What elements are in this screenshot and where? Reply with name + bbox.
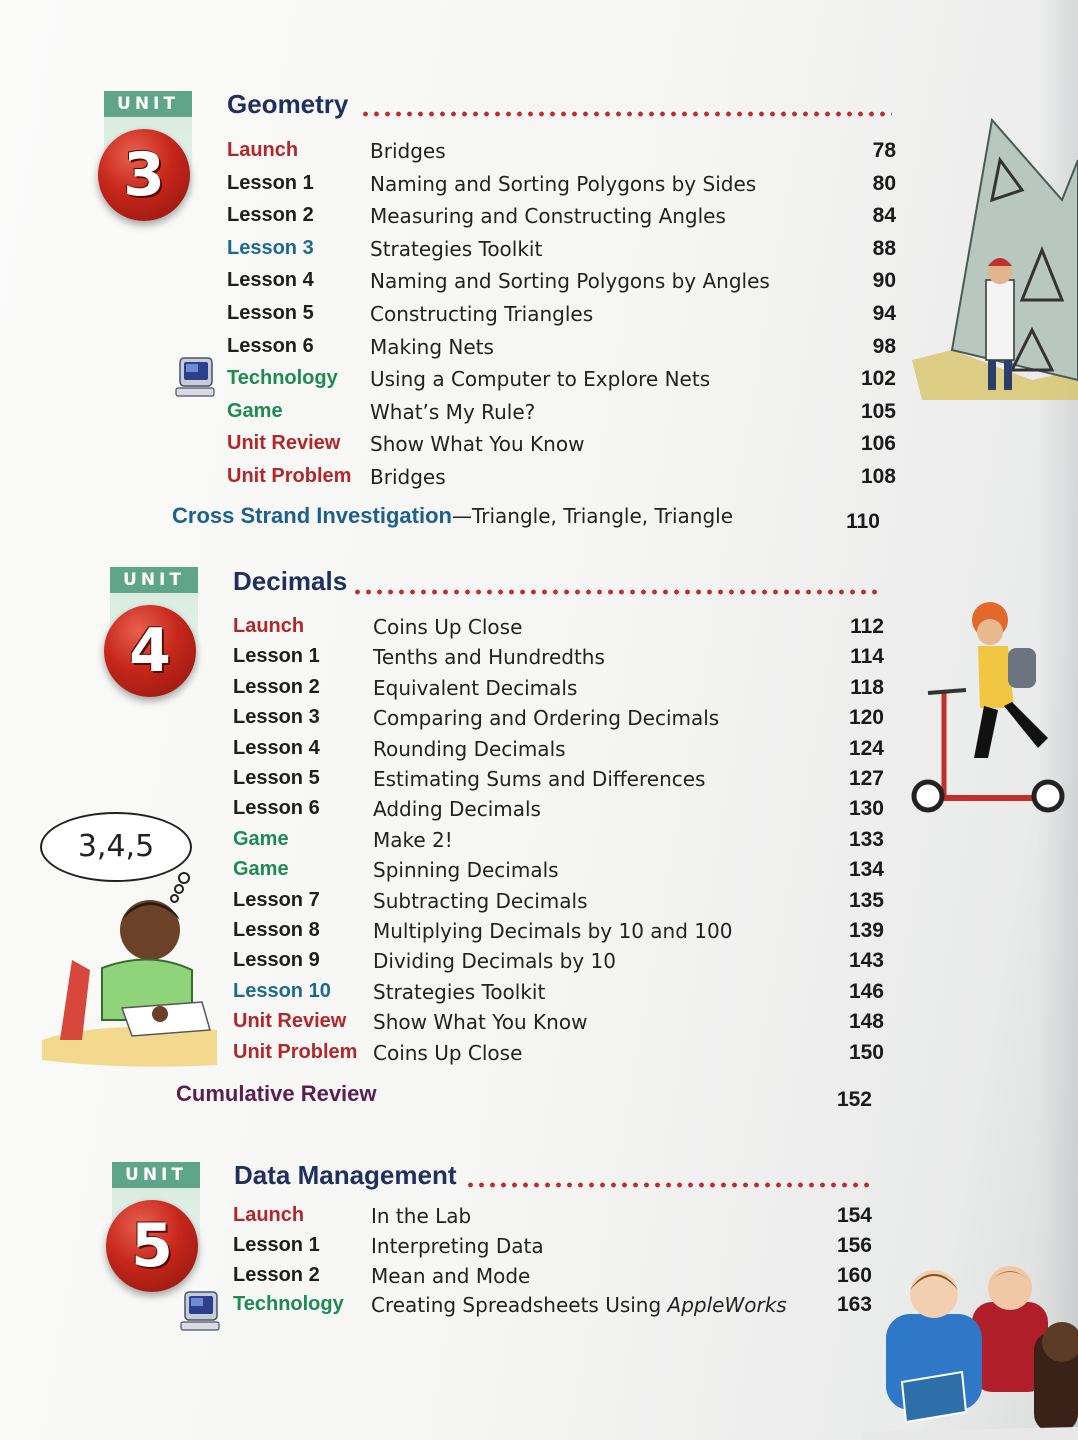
thought-bubble: 3,4,5 bbox=[40, 812, 192, 882]
toc-entry-label: Lesson 5 bbox=[233, 767, 320, 789]
toc-entry-label: Technology bbox=[233, 1293, 344, 1316]
toc-entry-label: Unit Problem bbox=[227, 465, 352, 487]
toc-entry-label: Lesson 6 bbox=[233, 797, 320, 820]
toc-entry-page: 134 bbox=[848, 858, 884, 882]
toc-entry-title-text: Rounding Decimals bbox=[373, 736, 566, 761]
toc-entry[interactable] bbox=[0, 1204, 900, 1234]
toc-entry-page: 127 bbox=[848, 767, 884, 790]
computer-icon bbox=[172, 354, 220, 402]
toc-entry-title bbox=[370, 432, 584, 456]
toc-entry-title-text: Interpreting Data bbox=[371, 1233, 544, 1258]
toc-entry[interactable] bbox=[0, 767, 900, 797]
toc-entry-title bbox=[371, 1293, 787, 1317]
toc-entry-page: 114 bbox=[850, 645, 884, 669]
toc-entry-label: Lesson 1 bbox=[233, 1233, 320, 1256]
toc-entry-title-text: Show What You Know bbox=[370, 432, 585, 457]
toc-entry[interactable] bbox=[0, 204, 900, 234]
toc-entry-label: Lesson 1 bbox=[233, 645, 320, 668]
cross-strand-investigation[interactable] bbox=[172, 503, 733, 529]
toc-entry-title bbox=[373, 1041, 522, 1065]
toc-entry-label: Lesson 9 bbox=[233, 949, 320, 972]
toc-entry-page: 143 bbox=[848, 949, 884, 973]
cumulative-review-label[interactable]: Cumulative Review bbox=[176, 1081, 377, 1106]
toc-entry-title-text: Measuring and Constructing Angles bbox=[370, 204, 726, 229]
toc-entry-page: 148 bbox=[848, 1010, 884, 1034]
toc-entry-label: Lesson 3 bbox=[227, 236, 314, 259]
toc-entry-title-text: Making Nets bbox=[370, 334, 494, 359]
toc-entry-page: 150 bbox=[848, 1040, 884, 1064]
toc-entry-title bbox=[373, 797, 541, 821]
toc-entry[interactable] bbox=[0, 645, 900, 675]
toc-entry-title-text: Tenths and Hundredths bbox=[373, 645, 605, 670]
toc-entry-page: 124 bbox=[848, 736, 884, 760]
toc-entry-title bbox=[370, 465, 446, 489]
toc-entry-label: Lesson 5 bbox=[227, 302, 314, 324]
toc-entry[interactable] bbox=[0, 269, 900, 299]
toc-entry-title bbox=[373, 858, 559, 882]
toc-entry-title-text: In the Lab bbox=[371, 1204, 472, 1228]
toc-entry-label: Lesson 3 bbox=[233, 706, 320, 729]
toc-entry-title bbox=[373, 980, 545, 1004]
toc-entry-title bbox=[370, 335, 494, 359]
unit-3-title: Geometry bbox=[227, 89, 349, 119]
toc-entry-title-text: Spinning Decimals bbox=[373, 858, 559, 883]
leader-dots bbox=[465, 1182, 870, 1188]
toc-entry[interactable] bbox=[0, 139, 900, 169]
toc-entry-page: 98 bbox=[872, 334, 896, 358]
toc-entry-title bbox=[370, 237, 542, 261]
toc-entry-page: 133 bbox=[848, 827, 884, 851]
toc-entry-page: 94 bbox=[872, 302, 896, 325]
toc-entry-label: Lesson 7 bbox=[233, 888, 320, 911]
toc-entry[interactable] bbox=[0, 400, 900, 430]
toc-entry-title bbox=[373, 767, 705, 791]
toc-entry-label: Technology bbox=[227, 367, 338, 390]
toc-entry-page: 88 bbox=[872, 236, 896, 260]
toc-entry[interactable] bbox=[0, 432, 900, 462]
toc-entry[interactable] bbox=[0, 676, 900, 706]
toc-entry[interactable] bbox=[0, 302, 900, 332]
toc-entry-title bbox=[373, 949, 616, 973]
toc-entry[interactable] bbox=[0, 1293, 900, 1323]
toc-entry-title-text: Naming and Sorting Polygons by Angles bbox=[370, 269, 770, 294]
toc-entry-label: Lesson 2 bbox=[233, 675, 320, 698]
toc-entry-page: 139 bbox=[848, 919, 884, 942]
toc-entry-page: 105 bbox=[860, 399, 896, 423]
toc-entry-title bbox=[373, 676, 577, 700]
cumulative-review-page: 152 bbox=[836, 1088, 872, 1111]
cross-strand-subtitle: —Triangle, Triangle, Triangle bbox=[451, 504, 734, 528]
toc-entry[interactable] bbox=[0, 237, 900, 267]
toc-entry-label: Lesson 1 bbox=[227, 171, 314, 194]
children-reading-illustration bbox=[862, 1262, 1078, 1440]
student-writing-illustration bbox=[42, 890, 217, 1075]
toc-entry[interactable] bbox=[0, 172, 900, 202]
toc-entry[interactable] bbox=[0, 367, 900, 397]
unit-label: UNIT bbox=[110, 567, 198, 593]
toc-entry-label: Launch bbox=[233, 1204, 305, 1226]
toc-entry-label: Unit Problem bbox=[233, 1040, 358, 1063]
toc-entry-label: Launch bbox=[227, 139, 299, 161]
toc-entry-label: Lesson 2 bbox=[227, 204, 314, 227]
toc-entry-title bbox=[373, 706, 719, 730]
toc-entry-label: Lesson 2 bbox=[233, 1263, 320, 1286]
toc-entry-title bbox=[373, 737, 566, 761]
toc-entry-title bbox=[370, 172, 756, 196]
toc-entry-title bbox=[370, 204, 726, 228]
toc-entry-title bbox=[370, 269, 770, 293]
toc-entry-title-text: Comparing and Ordering Decimals bbox=[373, 706, 720, 731]
toc-entry-title-text: Bridges bbox=[370, 139, 446, 163]
toc-entry-title-text: Make 2! bbox=[373, 827, 453, 852]
toc-entry-page: 160 bbox=[836, 1263, 872, 1287]
toc-entry-title bbox=[370, 302, 593, 326]
unit-label: UNIT bbox=[104, 91, 192, 117]
toc-entry[interactable] bbox=[0, 615, 900, 645]
toc-entry-label: Lesson 10 bbox=[233, 979, 331, 1002]
toc-entry-label: Lesson 4 bbox=[227, 269, 314, 292]
unit-5-title: Data Management bbox=[234, 1160, 457, 1190]
toc-entry-label: Unit Review bbox=[233, 1010, 347, 1033]
toc-entry-page: 154 bbox=[836, 1204, 872, 1227]
toc-entry-title bbox=[373, 1010, 587, 1034]
toc-entry-title-text: Subtracting Decimals bbox=[373, 888, 588, 913]
toc-entry-title-text: Naming and Sorting Polygons by Sides bbox=[370, 171, 757, 196]
toc-entry-page: 130 bbox=[848, 797, 884, 821]
toc-entry[interactable] bbox=[0, 1234, 900, 1264]
toc-entry-title-text: Estimating Sums and Differences bbox=[373, 767, 706, 791]
toc-entry-title bbox=[373, 828, 453, 852]
unit-number: 5 bbox=[106, 1200, 198, 1292]
toc-entry-title-text: What’s My Rule? bbox=[370, 399, 536, 424]
toc-entry-page: 163 bbox=[836, 1293, 872, 1317]
scooter-rider-illustration bbox=[908, 598, 1078, 813]
toc-entry-label: Game bbox=[233, 858, 289, 881]
toc-entry-title-italic: AppleWorks bbox=[667, 1293, 787, 1318]
toc-entry-title bbox=[370, 139, 446, 163]
unit-label: UNIT bbox=[112, 1162, 200, 1188]
toc-entry-title-text: Constructing Triangles bbox=[370, 302, 594, 326]
toc-entry-page: 146 bbox=[848, 979, 884, 1003]
toc-entry[interactable] bbox=[0, 335, 900, 365]
toc-entry-label: Lesson 4 bbox=[233, 736, 320, 759]
toc-entry-label: Lesson 8 bbox=[233, 919, 320, 941]
cross-strand-page: 110 bbox=[846, 510, 880, 533]
toc-entry-page: 156 bbox=[836, 1233, 872, 1257]
toc-entry-title bbox=[373, 645, 605, 669]
toc-entry-page: 106 bbox=[860, 432, 896, 456]
toc-entry-title-text: Using a Computer to Explore Nets bbox=[370, 367, 711, 392]
toc-entry-page: 112 bbox=[850, 615, 884, 638]
toc-entry[interactable] bbox=[0, 737, 900, 767]
toc-entry-page: 108 bbox=[860, 465, 896, 488]
toc-entry-label: Lesson 6 bbox=[227, 334, 314, 357]
toc-entry-title bbox=[373, 615, 522, 639]
toc-entry-page: 90 bbox=[872, 269, 896, 293]
toc-entry-label: Game bbox=[233, 827, 289, 850]
toc-entry-title bbox=[373, 889, 587, 913]
toc-entry-title-text: Equivalent Decimals bbox=[373, 675, 578, 700]
toc-entry[interactable] bbox=[0, 465, 900, 495]
toc-entry-label: Unit Review bbox=[227, 432, 341, 455]
toc-entry-title-text: Creating Spreadsheets Using bbox=[371, 1293, 668, 1318]
toc-entry-title-text: Coins Up Close bbox=[373, 1040, 523, 1065]
leader-dots bbox=[352, 589, 882, 595]
toc-entry-title-text: Strategies Toolkit bbox=[370, 236, 543, 261]
cross-strand-label: Cross Strand Investigation bbox=[172, 503, 452, 528]
toc-entry-title-text: Adding Decimals bbox=[373, 797, 541, 822]
toc-entry-page: 118 bbox=[850, 675, 884, 699]
leader-dots bbox=[360, 111, 892, 117]
toc-entry-title-text: Show What You Know bbox=[373, 1010, 588, 1035]
toc-entry-title-text: Bridges bbox=[370, 465, 446, 489]
computer-icon bbox=[177, 1288, 225, 1336]
toc-entry-title-text: Coins Up Close bbox=[373, 615, 523, 639]
toc-entry-title-text: Dividing Decimals by 10 bbox=[373, 949, 616, 974]
toc-entry-label: Launch bbox=[233, 615, 305, 637]
toc-entry-title bbox=[370, 400, 535, 424]
toc-entry-page: 102 bbox=[860, 367, 896, 391]
toc-entry-title bbox=[371, 1234, 544, 1258]
toc-entry-title-text: Multiplying Decimals by 10 and 100 bbox=[373, 919, 733, 943]
toc-entry-page: 120 bbox=[848, 706, 884, 730]
toc-entry-title bbox=[370, 367, 710, 391]
toc-entry[interactable] bbox=[0, 1264, 900, 1294]
toc-entry-page: 84 bbox=[872, 204, 896, 228]
toc-entry-title-text: Strategies Toolkit bbox=[373, 979, 546, 1004]
unit-4-title: Decimals bbox=[233, 566, 348, 596]
toc-entry-title bbox=[371, 1264, 530, 1288]
unit-number: 3 bbox=[98, 129, 190, 221]
toc-entry-title-text: Mean and Mode bbox=[371, 1263, 531, 1288]
toc-entry-page: 78 bbox=[872, 139, 896, 162]
toc-entry[interactable] bbox=[0, 706, 900, 736]
triangle-mountain-illustration bbox=[912, 100, 1078, 410]
toc-entry-title bbox=[373, 919, 732, 943]
toc-entry-page: 80 bbox=[872, 171, 896, 195]
toc-entry-label: Game bbox=[227, 399, 283, 422]
toc-entry-title bbox=[371, 1204, 471, 1228]
unit-number: 4 bbox=[104, 605, 196, 697]
toc-entry-page: 135 bbox=[848, 888, 884, 912]
